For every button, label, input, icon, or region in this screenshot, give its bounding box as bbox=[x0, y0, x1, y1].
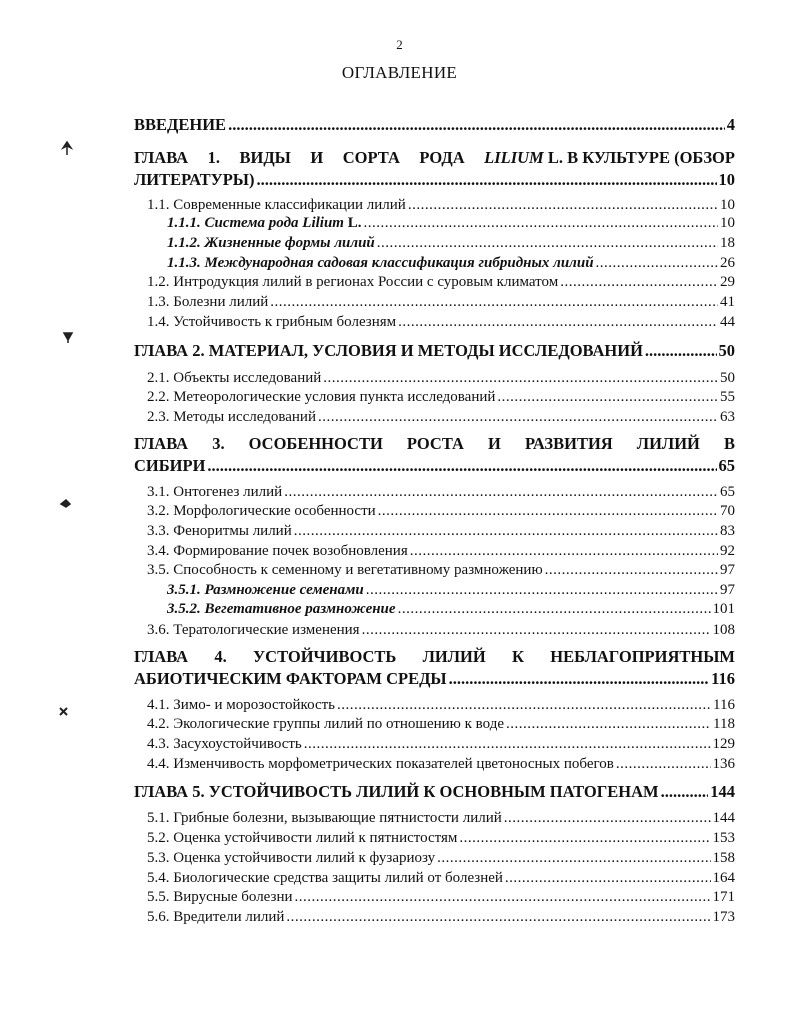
text: L. bbox=[347, 215, 362, 231]
toc-entry-title: ГЛАВА 5. УСТОЙЧИВОСТЬ ЛИЛИЙ К ОСНОВНЫМ ПАТОГЕНАМ bbox=[134, 782, 659, 801]
toc-entry-page: 50 bbox=[720, 370, 735, 386]
toc-entry-page: 97 bbox=[720, 562, 735, 578]
toc-entry-title: 5.1. Грибные болезни, вызывающие пятнистости лилий bbox=[147, 810, 502, 826]
page-title: ОГЛАВЛЕНИЕ bbox=[341, 63, 458, 82]
toc-entry-page: 116 bbox=[713, 697, 735, 713]
toc-section[interactable] bbox=[147, 368, 735, 388]
toc-entry-title: 5.6. Вредители лилий bbox=[147, 909, 285, 925]
toc-entry-title: ГЛАВА 2. МАТЕРИАЛ, УСЛОВИЯ И МЕТОДЫ ИССЛЕДОВАНИЙ bbox=[134, 341, 643, 360]
toc-entry-title: СИБИРИ bbox=[134, 456, 206, 475]
word: НЕБЛАГОПРИЯТНЫМ bbox=[550, 647, 735, 666]
toc-entry-page: 10 bbox=[720, 215, 735, 231]
toc-entry-title bbox=[167, 213, 361, 233]
toc-entry-page: 97 bbox=[720, 582, 735, 598]
toc-section[interactable] bbox=[147, 501, 735, 521]
toc-chapter-5[interactable] bbox=[134, 782, 735, 802]
toc-entry-title: 3.6. Тератологические изменения bbox=[147, 622, 360, 638]
toc-entry-page: 10 bbox=[718, 170, 735, 189]
binding-mark bbox=[62, 330, 74, 344]
toc-entry-page: 173 bbox=[712, 909, 735, 925]
toc-entry-page: 65 bbox=[718, 456, 735, 475]
word: В bbox=[723, 434, 735, 453]
toc-chapter-4-line1[interactable] bbox=[134, 647, 735, 667]
toc-entry-title: ЛИТЕРАТУРЫ) bbox=[134, 170, 255, 189]
toc-entry-title: 1.2. Интродукция лилий в регионах России с суровым климатом bbox=[147, 274, 559, 290]
word: L. В КУЛЬТУРЕ (ОБЗОР bbox=[547, 148, 735, 167]
toc-section[interactable] bbox=[147, 714, 735, 734]
toc-entry-title: 1.1.3. Международная садовая классификация гибридных лилий bbox=[167, 255, 594, 271]
word: К bbox=[512, 647, 524, 666]
toc-section[interactable] bbox=[147, 887, 735, 907]
toc-entry-page: 50 bbox=[718, 341, 735, 360]
toc-entry-page: 26 bbox=[720, 255, 735, 271]
genus-name: Lilium bbox=[302, 215, 344, 231]
page-number: 2 bbox=[396, 37, 403, 52]
toc-section[interactable] bbox=[147, 848, 735, 868]
word: 1. bbox=[207, 148, 220, 167]
toc-entry-title: 1.3. Болезни лилий bbox=[147, 294, 269, 310]
toc-entry-page: 83 bbox=[720, 523, 735, 539]
toc-entry-title: 5.4. Биологические средства защиты лилий от болезней bbox=[147, 870, 503, 886]
toc-entry-page: 116 bbox=[711, 669, 735, 688]
toc-subsection[interactable] bbox=[167, 233, 735, 253]
toc-entry-page: 129 bbox=[712, 736, 735, 752]
toc-chapter-3-line1[interactable] bbox=[134, 434, 735, 454]
toc-entry-page: 18 bbox=[720, 235, 735, 251]
toc-chapter-3[interactable] bbox=[134, 456, 735, 476]
toc-chapter-2[interactable] bbox=[134, 341, 735, 361]
word: РОДА bbox=[419, 148, 465, 167]
toc-entry-page: 153 bbox=[712, 830, 735, 846]
word: ВИДЫ bbox=[239, 148, 291, 167]
toc-chapter-1-line1[interactable] bbox=[134, 148, 735, 168]
toc-entry-title: 5.5. Вирусные болезни bbox=[147, 889, 293, 905]
word: ЛИЛИЙ bbox=[636, 434, 700, 453]
toc-section[interactable] bbox=[147, 828, 735, 848]
toc-section[interactable] bbox=[147, 695, 735, 715]
word: ГЛАВА bbox=[134, 148, 189, 167]
toc-section[interactable] bbox=[147, 560, 735, 580]
toc-section[interactable] bbox=[147, 387, 735, 407]
toc-entry-page: 55 bbox=[720, 389, 735, 405]
toc-entry-title: 3.1. Онтогенез лилий bbox=[147, 484, 283, 500]
toc-entry-title: 4.3. Засухоустойчивость bbox=[147, 736, 302, 752]
toc-section[interactable] bbox=[147, 407, 735, 427]
toc-entry-title: АБИОТИЧЕСКИМ ФАКТОРАМ СРЕДЫ bbox=[134, 669, 447, 688]
toc-entry-title: ВВЕДЕНИЕ bbox=[134, 115, 227, 134]
toc-entry-page: 136 bbox=[712, 756, 735, 772]
word: ОСОБЕННОСТИ bbox=[248, 434, 383, 453]
word: УСТОЙЧИВОСТЬ bbox=[253, 647, 397, 666]
toc-entry-page: 44 bbox=[720, 314, 735, 330]
word: И bbox=[310, 148, 324, 167]
toc-entry-title: 3.2. Морфологические особенности bbox=[147, 503, 376, 519]
toc-entry-page: 101 bbox=[712, 601, 735, 617]
genus-name: LILIUM bbox=[484, 148, 544, 167]
toc-entry-page: 92 bbox=[720, 543, 735, 559]
toc-section[interactable] bbox=[147, 541, 735, 561]
toc-entry-title: 2.1. Объекты исследований bbox=[147, 370, 322, 386]
toc-entry-title: 3.5.2. Вегетативное размножение bbox=[167, 601, 396, 617]
toc-intro[interactable] bbox=[134, 115, 735, 135]
toc-entry-title: 4.2. Экологические группы лилий по отношению к воде bbox=[147, 716, 504, 732]
toc-entry-title: 3.3. Феноритмы лилий bbox=[147, 523, 292, 539]
binding-mark bbox=[60, 140, 74, 156]
toc-subsection[interactable] bbox=[167, 599, 735, 619]
toc-entry-title: 5.2. Оценка устойчивости лилий к пятнистостям bbox=[147, 830, 458, 846]
toc-section[interactable] bbox=[147, 482, 735, 502]
toc-section[interactable] bbox=[147, 808, 735, 828]
binding-mark bbox=[58, 497, 74, 511]
toc-entry-page: 41 bbox=[720, 294, 735, 310]
toc-entry-page: 171 bbox=[712, 889, 735, 905]
toc-entry-title: 3.5. Способность к семенному и вегетативному размножению bbox=[147, 562, 543, 578]
word: И bbox=[488, 434, 501, 453]
toc-section[interactable] bbox=[147, 312, 735, 332]
word: 3. bbox=[212, 434, 225, 453]
toc-entry-page: 108 bbox=[712, 622, 735, 638]
toc-entry-page: 4 bbox=[726, 115, 735, 134]
toc-subsection[interactable] bbox=[167, 580, 735, 600]
toc-entry-title: 1.1.2. Жизненные формы лилий bbox=[167, 235, 375, 251]
toc-entry-page: 70 bbox=[720, 503, 735, 519]
toc-entry-title: 1.1. Современные классификации лилий bbox=[147, 197, 406, 213]
toc-entry-title: 4.1. Зимо- и морозостойкость bbox=[147, 697, 336, 713]
toc-chapter-4[interactable] bbox=[134, 669, 735, 689]
toc-section[interactable] bbox=[147, 195, 735, 215]
toc-entry-title: 2.2. Метеорологические условия пункта исследований bbox=[147, 389, 496, 405]
toc-entry-title: 3.4. Формирование почек возобновления bbox=[147, 543, 408, 559]
word: ЛИЛИЙ bbox=[422, 647, 486, 666]
toc-entry-page: 65 bbox=[720, 484, 735, 500]
word: РАЗВИТИЯ bbox=[524, 434, 613, 453]
toc-entry-page: 118 bbox=[713, 716, 735, 732]
toc-entry-title: 2.3. Методы исследований bbox=[147, 409, 316, 425]
toc-section[interactable] bbox=[147, 521, 735, 541]
toc-entry-page: 164 bbox=[712, 870, 735, 886]
text: 1.1.1. Система рода bbox=[167, 215, 299, 231]
toc-section[interactable] bbox=[147, 907, 735, 927]
toc-entry-title: 4.4. Изменчивость морфометрических показателей цветоносных побегов bbox=[147, 756, 614, 772]
word: РОСТА bbox=[406, 434, 464, 453]
toc-subsection[interactable] bbox=[167, 253, 735, 273]
word: СОРТА bbox=[342, 148, 400, 167]
word: ГЛАВА bbox=[134, 434, 189, 453]
toc-entry-title: 1.4. Устойчивость к грибным болезням bbox=[147, 314, 397, 330]
toc-subsection[interactable] bbox=[167, 213, 735, 233]
toc-entry-page: 10 bbox=[720, 197, 735, 213]
toc-entry-page: 144 bbox=[712, 810, 735, 826]
toc-entry-page: 158 bbox=[712, 850, 735, 866]
toc-section[interactable] bbox=[147, 734, 735, 754]
toc-chapter-1[interactable] bbox=[134, 170, 735, 190]
word: ГЛАВА bbox=[134, 647, 189, 666]
toc-section[interactable] bbox=[147, 620, 735, 640]
toc-entry-title: 3.5.1. Размножение семенами bbox=[167, 582, 364, 598]
toc-entry-page: 144 bbox=[710, 782, 735, 801]
toc-entry-title: 5.3. Оценка устойчивости лилий к фузариозу bbox=[147, 850, 436, 866]
toc-entry-page: 63 bbox=[720, 409, 735, 425]
toc-section[interactable] bbox=[147, 868, 735, 888]
toc-entry-page: 29 bbox=[720, 274, 735, 290]
toc-section[interactable] bbox=[147, 272, 735, 292]
toc-section[interactable] bbox=[147, 754, 735, 774]
toc-section[interactable] bbox=[147, 292, 735, 312]
binding-mark bbox=[57, 705, 71, 719]
word: 4. bbox=[214, 647, 227, 666]
